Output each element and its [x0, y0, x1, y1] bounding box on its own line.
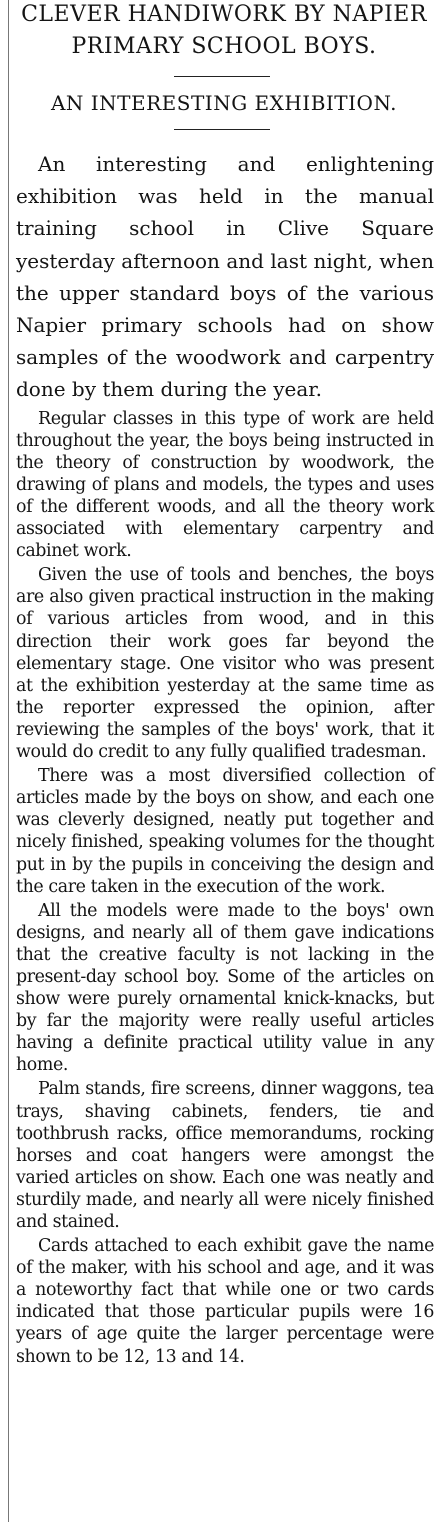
article-paragraph-2: Regular classes in this type of work are held throughout the year, the boys being instructed in the theory of construction by woodwork, the drawing of plans and models, the types and uses of the different woods, and all the theory work associated with elementary carpentry and cabinet work. [16, 408, 434, 562]
article-paragraph-3: Given the use of tools and benches, the boys are also given practical instruction in the making of various articles from wood, and in this direction their work goes far beyond the elementary stage. One visitor who was present at the exhibition yesterday at the same time as the reporter expressed the opinion, after reviewing the samples of the boys' work, that it would do credit to any fully qualified tradesman. [16, 565, 434, 763]
article-paragraph-1: An interesting and enlightening exhibition was held in the manual training school in Clive Square yesterday afternoon and last night, when the upper standard boys of the various Napier primary schools had on show samples of the woodwork and carpentry done by them during the year. [16, 152, 434, 402]
article-paragraph-5: All the models were made to the boys' own designs, and nearly all of them gave indications that the creative faculty is not lacking in the present-day school boy. Some of the articles on show were purely ornamental knick-knacks, but by far the majority were really useful articles having a definite practical utility value in any home. [16, 900, 434, 1076]
article-body [16, 148, 434, 1370]
newspaper-clipping [6, 0, 434, 1522]
article-paragraph-6: Palm stands, fire screens, dinner waggons, tea trays, shaving cabinets, fenders, tie and toothbrush racks, office memorandums, rocking horses and coat hangers were amongst the varied articles on show. Each one was neatly and sturdily made, and nearly all were nicely finished and stained. [16, 1079, 434, 1232]
article-paragraph-4: There was a most diversified collection of articles made by the boys on show, and each one was cleverly designed, neatly put together and nicely finished, speaking volumes for the thought put in by the pupils in conceiving the design and the care taken in the execution of the work. [16, 766, 434, 897]
subheadline: AN INTERESTING EXHIBITION. [50, 91, 398, 115]
headline-line-2: PRIMARY SCHOOL BOYS. [71, 34, 377, 59]
subheadline-divider [174, 129, 270, 130]
headline-divider [174, 76, 270, 77]
article-paragraph-7: Cards attached to each exhibit gave the name of the maker, with his school and age, and it was a noteworthy fact that while one or two cards indicated that those particular pupils were 16 years of age quite the larger percentage were shown to be 12, 13 and 14. [16, 1236, 434, 1367]
column-rule [8, 0, 9, 1522]
headline-line-1: CLEVER HANDIWORK BY NAPIER [21, 2, 427, 27]
